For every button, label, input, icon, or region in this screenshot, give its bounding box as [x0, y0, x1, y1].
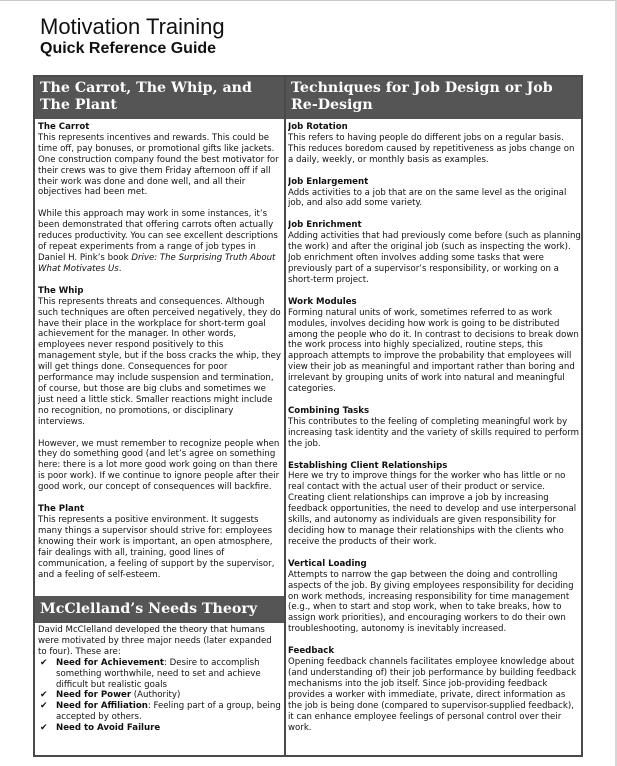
carrot-paragraph-2: While this approach may work in some instances, it’s been demonstrated that offering carrots often actually reduces productivity. You can see excellent descriptions of repeat experiments from a range of job types in Daniel H. Pink’s book Drive: The Surprising Truth About What Motivates Us. — [38, 209, 278, 274]
technique-text: Here we try to improve things for the worker who has little or no real contact with the actual user of their product or service. Creating client relationships can improve a job by increasing feedback opportunities, the need to develop and use interpersonal skills, and autonomy as individuals are given responsibility for deciding how to manage their relationships with the clients who receive the products of their work. — [288, 471, 577, 547]
carrot-paragraph-1: This represents incentives and rewards. This could be time off, pay bonuses, or promotional gifts like jackets. One construction company found the best motivator for their crews was to give them Friday afternoon off if all their work was done and done well, and all their objectives had been met. — [38, 132, 279, 198]
title-line-1: Motivation Training — [40, 14, 225, 39]
section-heading-whip: The Whip — [38, 285, 84, 296]
list-item: ✔ Need to Avoid Failure — [40, 723, 161, 734]
check-icon: ✔ — [40, 723, 48, 734]
check-icon: ✔ — [40, 701, 48, 712]
left-column-heading: The Carrot, The Whip, and The Plant — [35, 77, 284, 119]
title-line-2: Quick Reference Guide — [40, 40, 217, 57]
check-icon: ✔ — [40, 657, 48, 668]
technique-heading: Job Enrichment — [288, 220, 362, 231]
list-item: ✔ Need for Affiliation: Feeling part of a group, being accepted by others. — [40, 701, 281, 723]
section-heading-carrot: The Carrot — [38, 122, 90, 132]
technique-text: Adding activities that had previously come before (such as planning the work) and after the original job (such as inspecting the work). Job enrichment often involves adding some tasks that were previously part of a supervisor’s responsibility, or working on a short-term project. — [288, 231, 581, 285]
needs-intro: David McClelland developed the theory that humans were motivated by three major needs (later expanded to four). These are: — [38, 625, 272, 657]
right-column-heading: Techniques for Job Design or Job Re-Design — [286, 77, 581, 119]
document-title — [40, 14, 225, 59]
technique-text: Forming natural units of work, sometimes referred to as work modules, involves deciding how work is going to be distributed among the people who do it. In contrast to decisions to break down the work process into highly specialized, routine steps, this approach attempts to improve the probability that employees will view their job as meaningful and important rather than boring and irrelevant by grouping units of work into natural and meaningful categories. — [288, 307, 579, 395]
technique-heading: Combining Tasks — [288, 405, 370, 416]
book-title: Drive: The Surprising Truth About What Motivates Us — [38, 252, 276, 274]
section-heading-plant: The Plant — [38, 504, 85, 515]
needs-list — [38, 658, 282, 734]
plant-paragraph-1: This represents a positive environment. It suggests many things a supervisor should strive for: employees knowing their work is important, an open atmosphere, fair dealings with all, training, good lines of communication, a feeling of support by the supervisor, and a feeling of self-esteem. — [38, 515, 275, 580]
whip-paragraph-1: This represents threats and consequences. Although such techniques are often perceived negatively, they do have their place in the workplace for short-term goal achievement for the manager. In other words, employees never respond positively to this management style, but if the boss cracks the whip, they will get things done. Consequences for poor performance may include suspension and termination, of course, but those are big clubs and sometimes we just need a little stick. Smaller reactions might include no recognition, no promotions, or disciplinary interviews. — [38, 296, 281, 427]
technique-heading: Vertical Loading — [288, 558, 367, 569]
technique-text: Attempts to narrow the gap between the doing and controlling aspects of the job. By giving employees responsibility for deciding on work methods, increasing responsibility for time management (e.g., when to start and stop work, when to take breaks, how to assign work priorities), and encouraging workers to do their own troubleshooting, autonomy is inevitably increased. — [288, 569, 574, 635]
technique-text: Adds activities to a job that are on the same level as the original job, and also add some variety. — [288, 187, 567, 209]
technique-text: Opening feedback channels facilitates employee knowledge about (and understanding of) their job performance by building feedback mechanisms into the job itself. Since job-providing feedback provides a worker with immediate, private, direct information as the job is being done (compared to supervisor-supplied feedback), it can enhance employee feelings of personal control over their work. — [288, 657, 577, 733]
technique-text: This refers to having people do different jobs on a regular basis. This reduces boredom caused by repetitiveness as jobs change on a daily, weekly, or monthly basis as examples. — [288, 132, 575, 165]
technique-text: This contributes to the feeling of completing meaningful work by increasing task identity and the variety of skills required to perform the job. — [288, 416, 580, 449]
check-icon: ✔ — [40, 690, 48, 701]
reference-table — [33, 75, 583, 757]
column-divider — [284, 77, 286, 755]
technique-heading: Job Rotation — [288, 122, 348, 132]
list-item: ✔ Need for Achievement: Desire to accomplish something worthwhile, need to set and achieve difficult but realistic goals — [40, 657, 261, 690]
right-column-body — [288, 122, 581, 755]
list-item: ✔ Need for Power (Authority) — [40, 690, 181, 701]
left-column-body — [38, 122, 282, 591]
needs-theory-body — [38, 625, 282, 755]
technique-heading: Establishing Client Relationships — [288, 460, 448, 471]
technique-heading: Job Enlargement — [288, 176, 369, 187]
needs-theory-heading: McClelland’s Needs Theory — [35, 596, 284, 623]
technique-heading: Work Modules — [288, 296, 357, 307]
technique-heading: Feedback — [288, 646, 335, 657]
whip-paragraph-2: However, we must remember to recognize people when they do something good (and let’s agree on something here: there is a lot more good work going on than there is poor work). If we continue to ignore people after their good work, our concept of consequences will backfire. — [38, 438, 280, 493]
page-edge — [0, 0, 617, 1]
